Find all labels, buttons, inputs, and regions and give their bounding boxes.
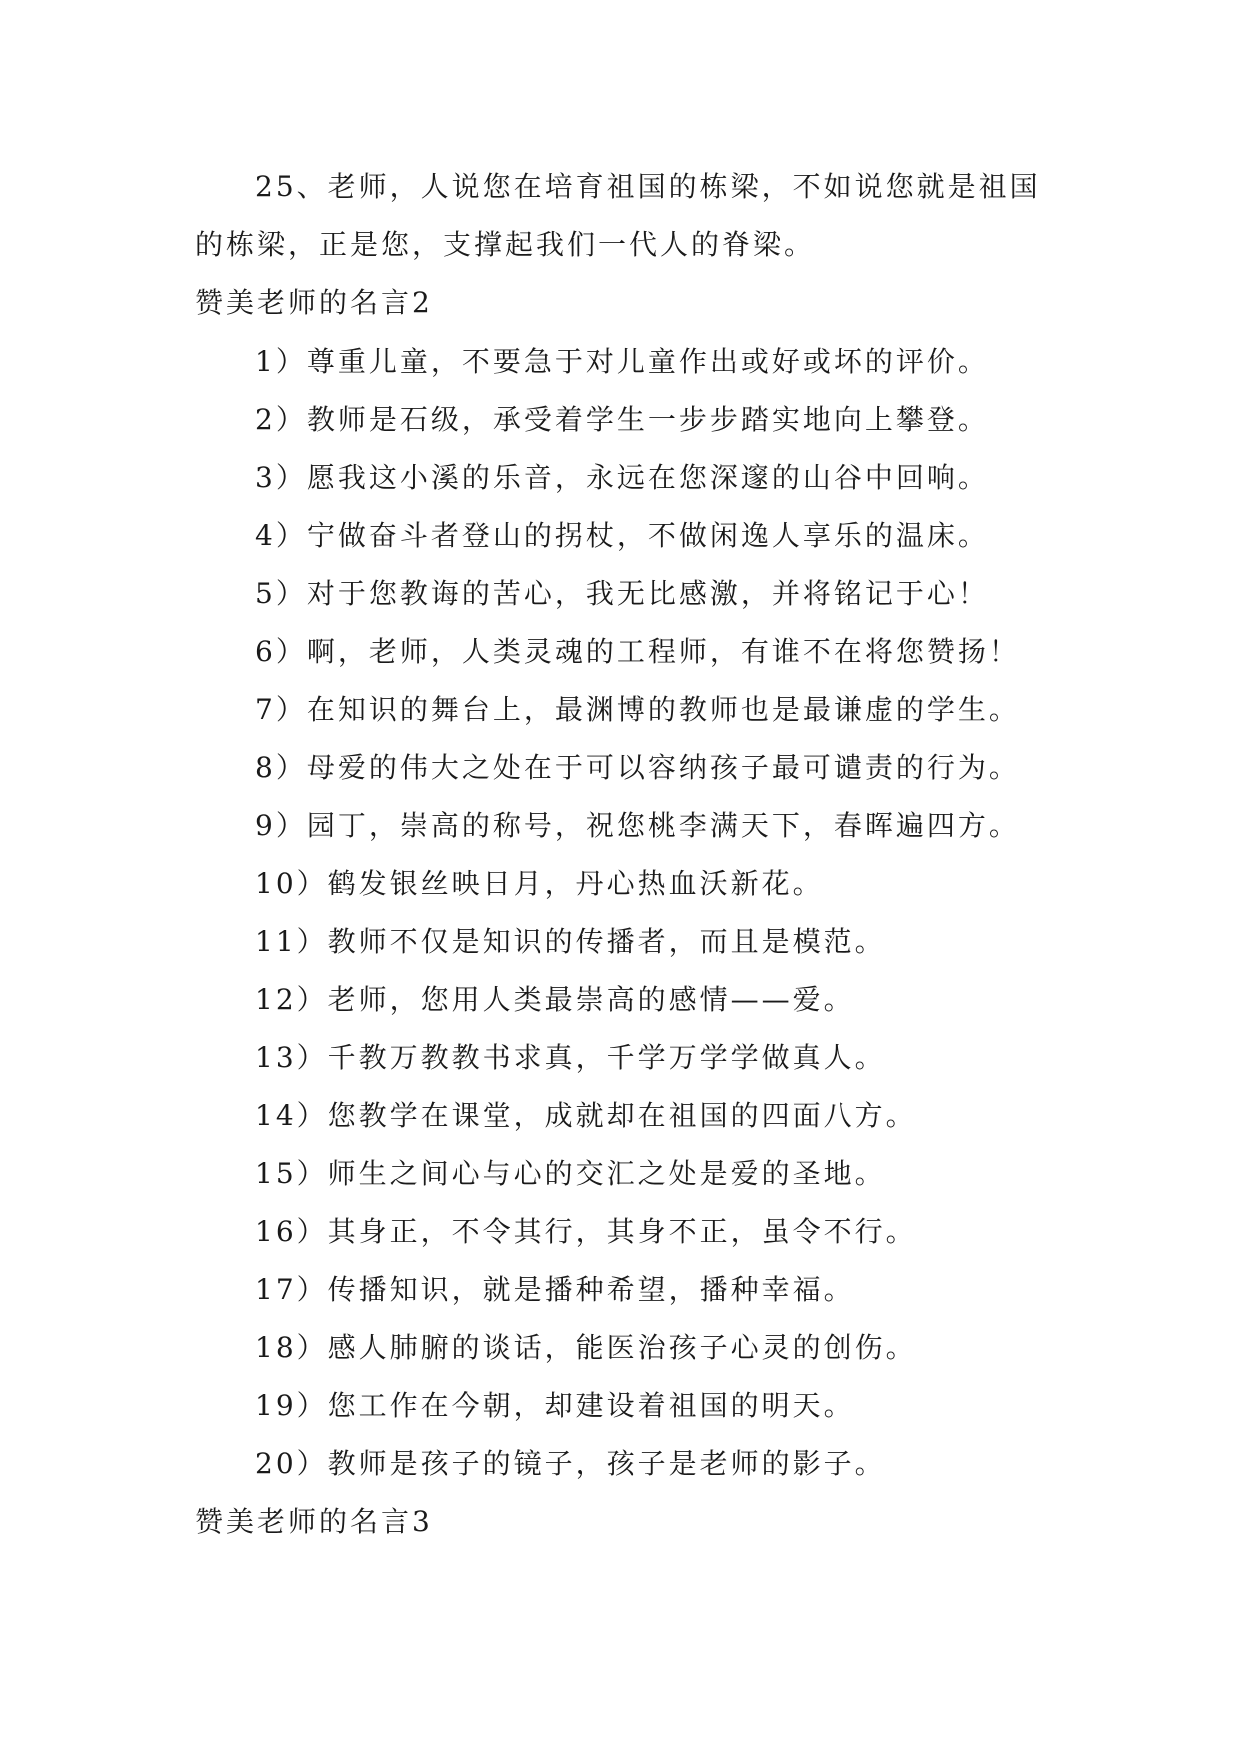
intro-paragraph: 25、老师，人说您在培育祖国的栋梁，不如说您就是祖国的栋梁，正是您，支撑起我们一代人的脊梁。 [195, 170, 1041, 261]
quote-item-2: 2）教师是石级，承受着学生一步步踏实地向上攀登。 [255, 403, 989, 436]
quote-item-14: 14）您教学在课堂，成就却在祖国的四面八方。 [255, 1099, 917, 1132]
quote-item-8: 8）母爱的伟大之处在于可以容纳孩子最可谴责的行为。 [255, 751, 1020, 784]
quote-item-16: 16）其身正，不令其行，其身不正，虽令不行。 [255, 1215, 917, 1248]
quote-item-18: 18）感人肺腑的谈话，能医治孩子心灵的创伤。 [255, 1331, 917, 1364]
quote-item-20: 20）教师是孩子的镜子，孩子是老师的影子。 [255, 1447, 886, 1480]
quote-item-1: 1）尊重儿童，不要急于对儿童作出或好或坏的评价。 [255, 345, 989, 378]
quote-item-19: 19）您工作在今朝，却建设着祖国的明天。 [255, 1389, 855, 1422]
quote-item-17: 17）传播知识，就是播种希望，播种幸福。 [255, 1273, 855, 1306]
quote-item-13: 13）千教万教教书求真，千学万学学做真人。 [255, 1041, 886, 1074]
quote-item-9: 9）园丁，崇高的称号，祝您桃李满天下，春晖遍四方。 [255, 809, 1020, 842]
quote-item-15: 15）师生之间心与心的交汇之处是爱的圣地。 [255, 1157, 886, 1190]
quote-item-6: 6）啊，老师，人类灵魂的工程师，有谁不在将您赞扬！ [255, 635, 1020, 668]
quote-item-10: 10）鹤发银丝映日月，丹心热血沃新花。 [255, 867, 824, 900]
quote-item-4: 4）宁做奋斗者登山的拐杖，不做闲逸人享乐的温床。 [255, 519, 989, 552]
quote-item-7: 7）在知识的舞台上，最渊博的教师也是最谦虚的学生。 [255, 693, 1020, 726]
quote-item-5: 5）对于您教诲的苦心，我无比感激，并将铭记于心！ [255, 577, 989, 610]
section-heading-3: 赞美老师的名言3 [195, 1505, 433, 1538]
quote-item-12: 12）老师，您用人类最崇高的感情——爱。 [255, 983, 855, 1016]
section-heading-2: 赞美老师的名言2 [195, 286, 433, 319]
quote-item-3: 3）愿我这小溪的乐音，永远在您深邃的山谷中回响。 [255, 461, 989, 494]
quote-item-11: 11）教师不仅是知识的传播者，而且是模范。 [255, 925, 886, 958]
